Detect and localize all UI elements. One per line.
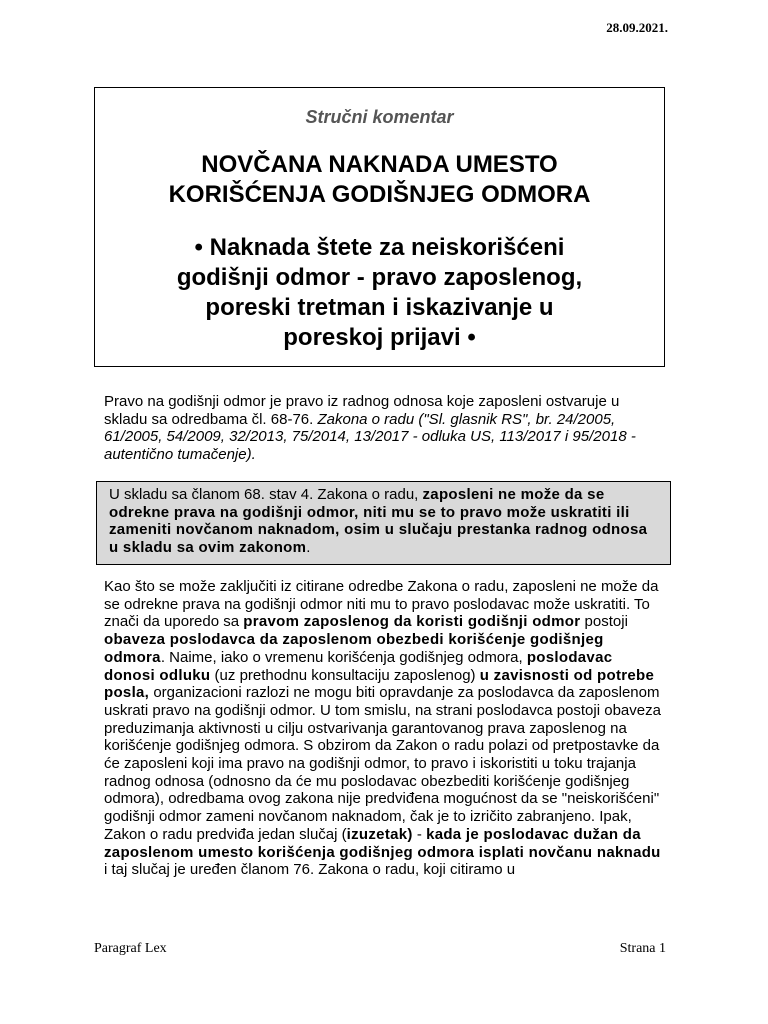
title-line: KORIŠĆENJA GODIŠNJEG ODMORA bbox=[168, 181, 591, 208]
body-bold-text: obaveza poslodavca da zaposlenom obezbedi korišćenje godišnjeg odmora bbox=[104, 631, 604, 666]
body-bold-text: pravom zaposlenog da koristi godišnji odmor bbox=[243, 613, 581, 631]
quote-bold-text: zaposleni ne može da se odrekne prava na godišnji odmor, niti mu se to pravo može uskratiti ili zameniti novčanom naknadom, osim u slučaju prestanka radnog odnosa u skladu sa ovim zakonom bbox=[109, 486, 648, 556]
quote-text: U skladu sa članom 68. stav 4. Zakona o radu, bbox=[109, 486, 423, 503]
body-text: - bbox=[412, 825, 427, 843]
intro-text: Pravo na godišnji odmor je pravo iz radnog odnosa koje zaposleni ostvaruje u skladu sa odredbama čl. 68-76. bbox=[104, 393, 620, 428]
body-bold-text: u zavisnosti od potrebe posla, bbox=[104, 666, 655, 702]
intro-paragraph bbox=[104, 393, 664, 463]
body-bold-text: izuzetak) bbox=[346, 825, 413, 843]
body-text: postoji bbox=[580, 613, 628, 631]
body-bold-text: kada je poslodavac dužan da zaposlenom umesto korišćenja godišnjeg odmora isplati novčanu naknadu bbox=[104, 825, 661, 861]
body-text: organizacioni razlozi ne mogu biti opravdanje za poslodavca da zaposlenom uskrati pravo na godišnji odmor. U tom smislu, na strani poslodavca postoji obaveza preduzimanja aktivnosti u cilju ostvarivanja garantovanog prava zaposlenog na korišćenje godišnjeg odmora. S obzirom da Zakon o radu polazi od pretpostavke da će zaposleni koji ima pravo na godišnji odmor, to pravo i iskoristiti u toku trajanja radnog odnosa (odnosno da će mu poslodavac obezbediti korišćenje godišnjeg odmora), odredbama ovog zakona nije predviđena mogućnost da se "neiskorišćeni" godišnji odmor zameni novčanom naknadom, čak je to izričito zabranjeno. Ipak, Zakon o radu predviđa jedan slučaj ( bbox=[104, 684, 661, 843]
quote-text: . bbox=[306, 538, 311, 556]
subtitle-line: poreskoj prijavi • bbox=[283, 324, 476, 351]
body-text: . Naime, iako o vremenu korišćenja godišnjeg odmora, bbox=[160, 648, 527, 666]
body-bold-text: poslodavac donosi odluku bbox=[104, 648, 613, 684]
subtitle bbox=[95, 233, 664, 353]
body-text: (uz prethodnu konsultaciju zaposlenog) bbox=[210, 666, 480, 684]
law-reference: Zakona o radu ("Sl. glasnik RS", br. 24/2005, 61/2005, 54/2009, 32/2013, 75/2014, 13/2017 - odluka US, 113/2017 i 95/2018 - autentično tumačenje). bbox=[104, 410, 636, 463]
document-date: 28.09.2021. bbox=[606, 20, 668, 35]
body-text: Kao što se može zaključiti iz citirane odredbe Zakona o radu, zaposleni ne može da se odrekne prava na godišnji odmor niti mu to pravo poslodavac može uskratiti. To znači da uporedo sa bbox=[104, 578, 659, 631]
law-quote-box bbox=[96, 481, 671, 565]
body-text: i taj slučaj je uređen članom 76. Zakona o radu, koji citiramo u bbox=[104, 861, 516, 879]
kicker-label: Stručni komentar bbox=[305, 107, 454, 127]
main-title bbox=[95, 150, 664, 210]
body-paragraph bbox=[104, 578, 666, 879]
title-line: NOVČANA NAKNADA UMESTO bbox=[201, 151, 558, 178]
footer-publisher: Paragraf Lex bbox=[94, 941, 167, 956]
subtitle-line: poreski tretman i iskazivanje u bbox=[205, 294, 554, 321]
page-number: Strana 1 bbox=[619, 941, 666, 956]
title-box bbox=[94, 87, 665, 367]
subtitle-line: • Naknada štete za neiskorišćeni bbox=[194, 234, 565, 261]
subtitle-line: godišnji odmor - pravo zaposlenog, bbox=[176, 264, 583, 291]
